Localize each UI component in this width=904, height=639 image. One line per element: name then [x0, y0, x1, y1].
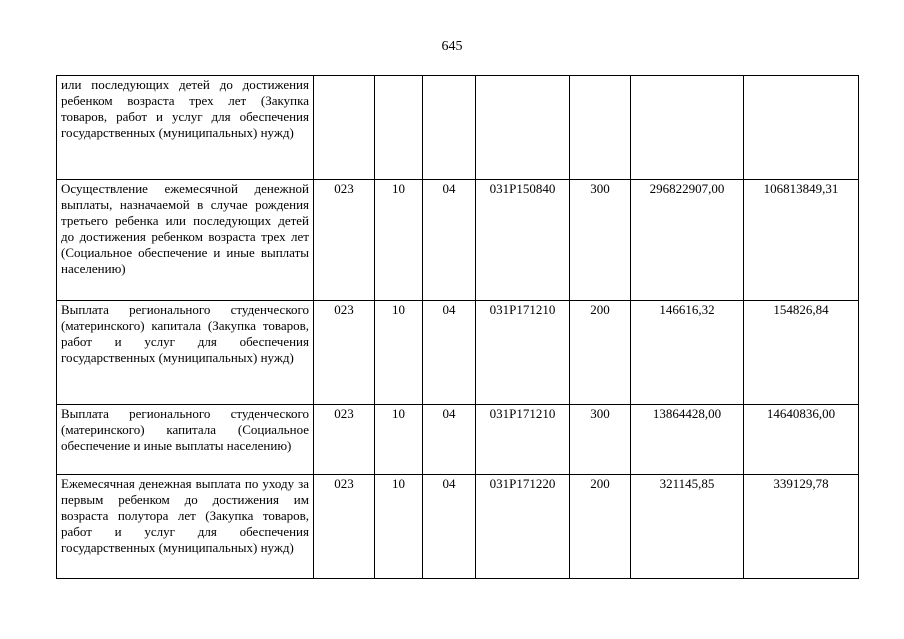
table-row — [57, 405, 859, 475]
amount-2: 106813849,31 — [744, 180, 859, 301]
target-article-code: 031P171210 — [476, 405, 570, 475]
section-code — [375, 76, 423, 180]
table-row — [57, 180, 859, 301]
section-code: 10 — [375, 180, 423, 301]
budget-table-body — [57, 76, 859, 579]
amount-1 — [631, 76, 744, 180]
subsection-code: 04 — [423, 180, 476, 301]
amount-2: 14640836,00 — [744, 405, 859, 475]
page-number: 645 — [441, 39, 463, 54]
section-code: 10 — [375, 301, 423, 405]
ministry-code: 023 — [314, 180, 375, 301]
subsection-code — [423, 76, 476, 180]
expense-type-code — [570, 76, 631, 180]
row-description: Выплата регионального студенческого (материнского) капитала (Закупка товаров, работ и услуг для обеспечения государственных (муниципальных) нужд) — [57, 301, 314, 405]
ministry-code: 023 — [314, 405, 375, 475]
subsection-code: 04 — [423, 301, 476, 405]
target-article-code — [476, 76, 570, 180]
amount-1: 321145,85 — [631, 475, 744, 579]
row-description: Осуществление ежемесячной денежной выплаты, назначаемой в случае рождения третьего ребенка или последующих детей до достижения ребенком возраста трех лет (Социальное обеспечение и иные выплаты населению) — [57, 180, 314, 301]
ministry-code: 023 — [314, 301, 375, 405]
amount-2: 154826,84 — [744, 301, 859, 405]
row-description: Ежемесячная денежная выплата по уходу за первым ребенком до достижения им возраста полутора лет (Закупка товаров, работ и услуг для обеспечения государственных (муниципальных) нужд) — [57, 475, 314, 579]
section-code: 10 — [375, 475, 423, 579]
table-row — [57, 301, 859, 405]
subsection-code: 04 — [423, 405, 476, 475]
row-description: или последующих детей до достижения ребенком возраста трех лет (Закупка товаров, работ и услуг для обеспечения государственных (муниципальных) нужд) — [57, 76, 314, 180]
amount-1: 146616,32 — [631, 301, 744, 405]
ministry-code: 023 — [314, 475, 375, 579]
expense-type-code: 200 — [570, 301, 631, 405]
budget-table — [56, 75, 859, 579]
target-article-code: 031P150840 — [476, 180, 570, 301]
subsection-code: 04 — [423, 475, 476, 579]
expense-type-code: 300 — [570, 405, 631, 475]
expense-type-code: 200 — [570, 475, 631, 579]
section-code: 10 — [375, 405, 423, 475]
target-article-code: 031P171220 — [476, 475, 570, 579]
table-row — [57, 76, 859, 180]
amount-1: 13864428,00 — [631, 405, 744, 475]
amount-2: 339129,78 — [744, 475, 859, 579]
table-row — [57, 475, 859, 579]
row-description: Выплата регионального студенческого (материнского) капитала (Социальное обеспечение и иные выплаты населению) — [57, 405, 314, 475]
target-article-code: 031P171210 — [476, 301, 570, 405]
amount-1: 296822907,00 — [631, 180, 744, 301]
amount-2 — [744, 76, 859, 180]
expense-type-code: 300 — [570, 180, 631, 301]
ministry-code — [314, 76, 375, 180]
